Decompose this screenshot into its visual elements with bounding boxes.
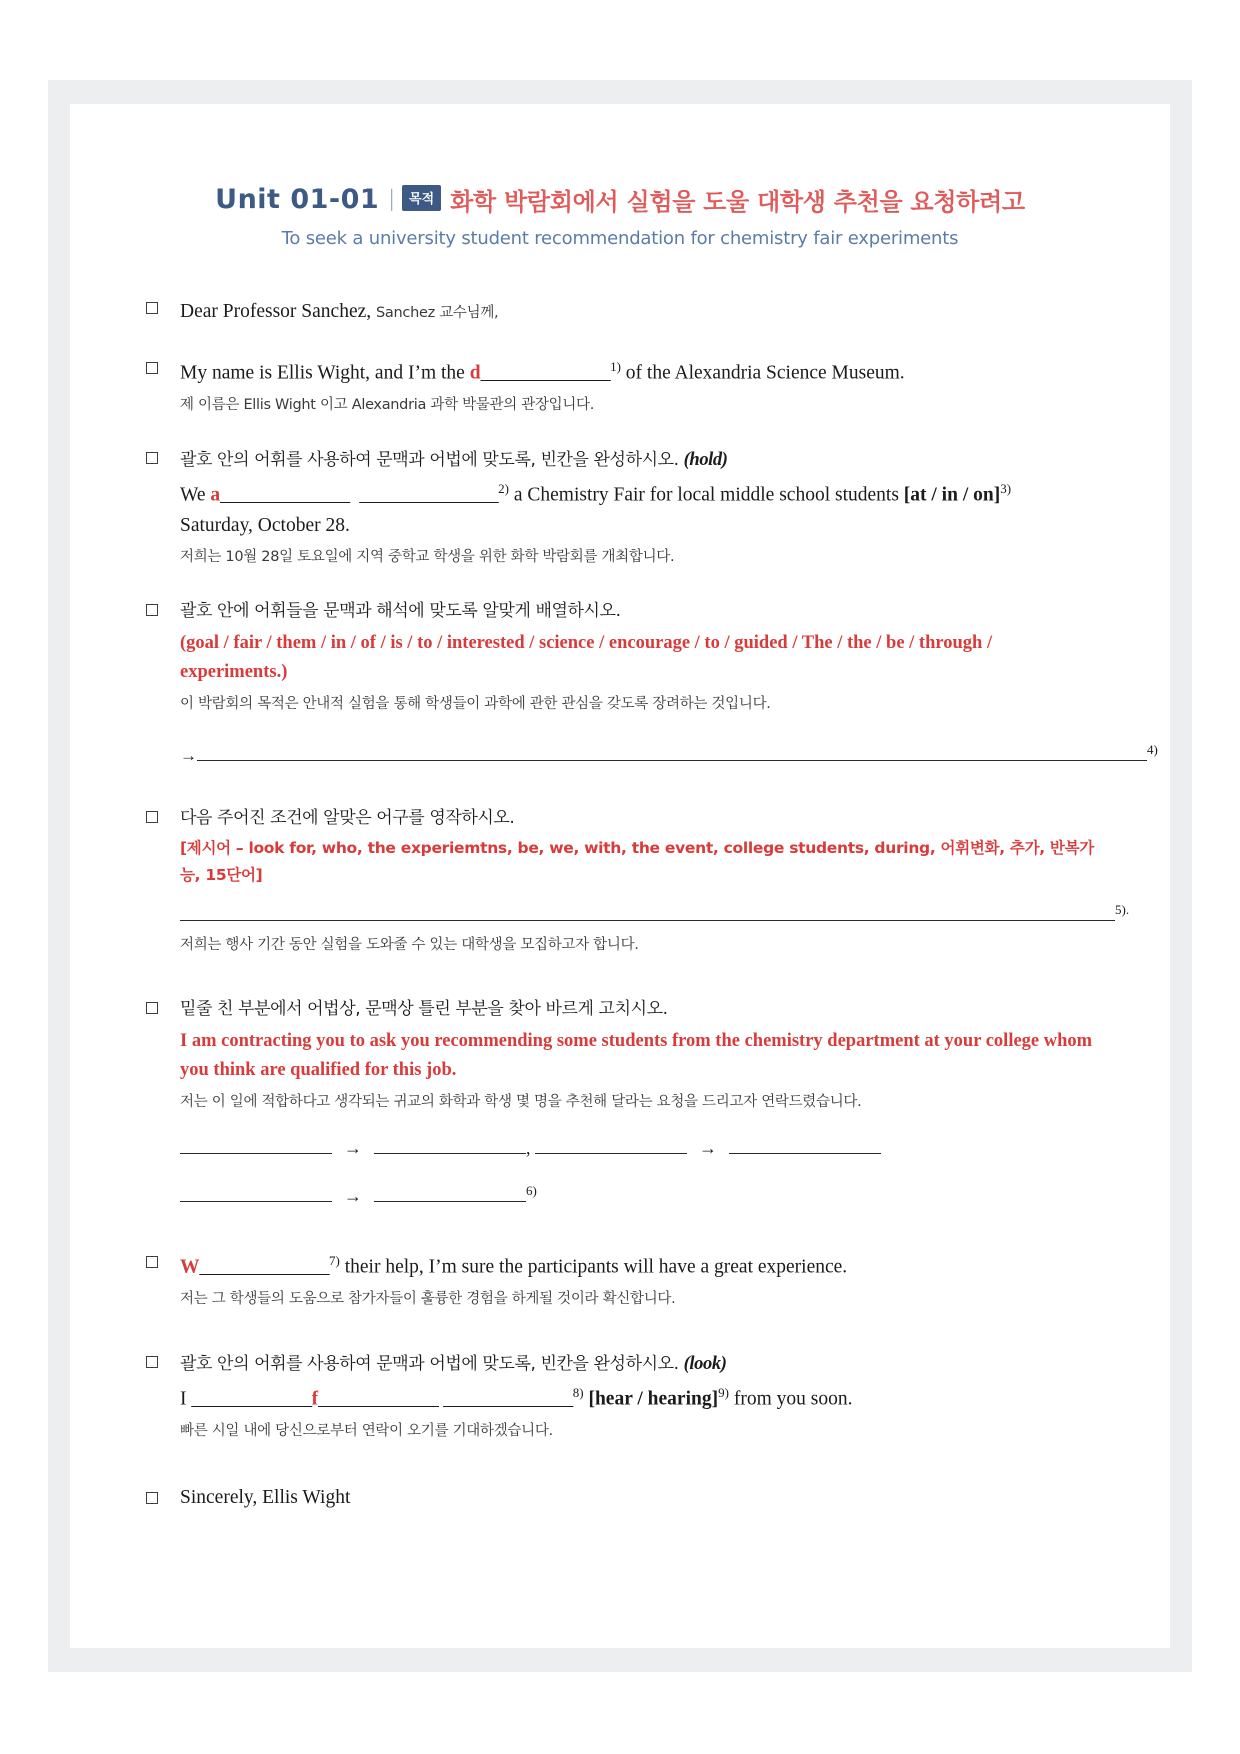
page-title bbox=[142, 182, 1098, 217]
item-english: Dear Professor Sanchez, bbox=[180, 301, 372, 322]
list-item bbox=[142, 1487, 1098, 1509]
correction-blank[interactable] bbox=[374, 1138, 526, 1154]
arrow-icon: → bbox=[344, 1186, 362, 1207]
hint-word: (look) bbox=[683, 1354, 727, 1375]
question-list bbox=[142, 297, 1158, 1509]
blank-rule[interactable]: ______________ bbox=[199, 1256, 329, 1278]
list-item bbox=[142, 447, 1098, 569]
title-separator: | bbox=[389, 186, 395, 212]
correction-blank[interactable] bbox=[180, 1138, 332, 1154]
blank-letter: f bbox=[311, 1388, 319, 1410]
footnote-marker: 7) bbox=[329, 1253, 340, 1269]
footnote-marker: 3) bbox=[1000, 480, 1012, 496]
blank-rule[interactable]: ______________ bbox=[443, 1388, 573, 1410]
footnote-marker: 2) bbox=[498, 480, 509, 496]
blank-letter: a bbox=[210, 484, 221, 506]
item-english-part2: of the Alexandria Science Museum. bbox=[620, 362, 905, 384]
list-item bbox=[142, 997, 1098, 1207]
blank-letter: W bbox=[180, 1256, 200, 1278]
arrow-icon: → bbox=[699, 1138, 717, 1159]
list-item bbox=[142, 297, 1098, 327]
item-english-part1: We bbox=[180, 484, 211, 506]
instruction-text: 괄호 안의 어휘를 사용하여 문맥과 어법에 맞도록, 빈칸을 완성하시오. bbox=[180, 450, 679, 471]
footnote-marker: 4) bbox=[1147, 741, 1158, 757]
list-item bbox=[142, 1351, 1098, 1443]
worksheet-page bbox=[70, 104, 1170, 1648]
blank-letter: d bbox=[469, 362, 481, 384]
blank-rule[interactable]: ______________ bbox=[480, 362, 611, 384]
item-korean: Sanchez 교수님께, bbox=[376, 305, 499, 321]
correction-blank[interactable] bbox=[374, 1186, 526, 1202]
answer-blank[interactable] bbox=[180, 905, 1115, 921]
correction-row[interactable] bbox=[180, 1183, 1098, 1207]
footnote-marker: 9) bbox=[718, 1384, 729, 1400]
answer-blank[interactable] bbox=[197, 745, 1147, 761]
instruction-text: 밑줄 친 부분에서 어법상, 문맥상 틀린 부분을 찾아 바르게 고치시오. bbox=[180, 999, 668, 1020]
footnote-marker: 6) bbox=[526, 1183, 537, 1199]
checkbox-icon[interactable] bbox=[146, 1256, 158, 1268]
choice-options[interactable]: [at / in / on] bbox=[903, 484, 1001, 506]
item-korean: 이 박람회의 목적은 안내적 실험을 통해 학생들이 과학에 관한 관심을 갖도록 장려하는 것입니다. bbox=[180, 695, 771, 712]
item-english-part2: a Chemistry Fair for local middle school students bbox=[508, 484, 904, 506]
item-korean: 저는 그 학생들의 도움으로 참가자들이 훌륭한 경험을 하게될 것이라 확신합니다. bbox=[180, 1290, 676, 1307]
footnote-marker: 1) bbox=[610, 359, 621, 375]
item-korean: 제 이름은 Ellis Wight 이고 Alexandria 과학 박물관의 관장입니다. bbox=[180, 396, 595, 413]
correction-blank[interactable] bbox=[729, 1138, 881, 1154]
subtitle-english: To seek a university student recommendation for chemistry fair experiments bbox=[281, 228, 959, 249]
arrow-icon: → bbox=[344, 1138, 362, 1159]
blank-rule[interactable]: ______________ bbox=[220, 484, 350, 506]
title-korean: 화학 박람회에서 실험을 도울 대학생 추천을 요청하려고 bbox=[450, 188, 1025, 216]
instruction-text: 괄호 안의 어휘를 사용하여 문맥과 어법에 맞도록, 빈칸을 완성하시오. bbox=[180, 1354, 679, 1375]
list-item bbox=[142, 599, 1158, 766]
item-english-part1: I bbox=[180, 1388, 192, 1410]
checkbox-icon[interactable] bbox=[146, 1002, 158, 1014]
hint-word: (hold) bbox=[683, 450, 728, 471]
item-korean: 저는 이 일에 적합하다고 생각되는 귀교의 화학과 학생 몇 명을 추천해 달라는 요청을 드리고자 연락드렸습니다. bbox=[180, 1093, 862, 1110]
list-item bbox=[142, 357, 1098, 417]
given-words: [제시어 – look for, who, the experiemtns, be, we, with, the event, college students, during, 어휘변화, 추가, 반복가능, 15단어] bbox=[180, 839, 1094, 884]
correction-blank[interactable] bbox=[535, 1138, 687, 1154]
checkbox-icon[interactable] bbox=[146, 1356, 158, 1368]
item-english: their help, I’m sure the participants will have a great experience. bbox=[339, 1256, 848, 1278]
checkbox-icon[interactable] bbox=[146, 604, 158, 616]
item-english: Sincerely, Ellis Wight bbox=[180, 1486, 351, 1508]
checkbox-icon[interactable] bbox=[146, 362, 158, 374]
item-english-part2: from you soon. bbox=[728, 1388, 853, 1410]
checkbox-icon[interactable] bbox=[146, 1492, 158, 1504]
answer-line[interactable] bbox=[180, 741, 1158, 766]
item-korean: 저희는 10월 28일 토요일에 지역 중학교 학생을 위한 화학 박람회를 개최합니다. bbox=[180, 548, 675, 565]
target-sentence: I am contracting you to ask you recommending some students from the chemistry department at your college whom you think are qualified for this job. bbox=[180, 1030, 1093, 1081]
checkbox-icon[interactable] bbox=[146, 302, 158, 314]
item-english-part3: Saturday, October 28. bbox=[180, 514, 350, 536]
answer-line[interactable] bbox=[180, 902, 1130, 926]
unit-number: Unit 01-01 bbox=[215, 184, 380, 215]
list-item bbox=[142, 806, 1130, 957]
checkbox-icon[interactable] bbox=[146, 452, 158, 464]
list-item bbox=[142, 1251, 1098, 1311]
worksheet-page-border bbox=[48, 80, 1192, 1672]
item-korean: 저희는 행사 기간 동안 실험을 도와줄 수 있는 대학생을 모집하고자 합니다. bbox=[180, 937, 639, 954]
blank-rule[interactable]: _______________ bbox=[359, 484, 499, 506]
footnote-marker: 5). bbox=[1115, 902, 1130, 918]
word-bank: (goal / fair / them / in / of / is / to / interested / science / encourage / to / guided / The / the / be / through / experiments.) bbox=[180, 632, 993, 683]
worksheet-content bbox=[70, 104, 1170, 1535]
correction-row[interactable] bbox=[180, 1138, 1098, 1159]
item-english-part1: My name is Ellis Wight, and I’m the bbox=[180, 362, 470, 384]
item-korean: 빠른 시일 내에 당신으로부터 연락이 오기를 기대하겠습니다. bbox=[180, 1422, 553, 1439]
correction-blank[interactable] bbox=[180, 1186, 332, 1202]
comma: , bbox=[526, 1138, 531, 1159]
instruction-text: 다음 주어진 조건에 알맞은 어구를 영작하시오. bbox=[180, 807, 515, 828]
purpose-badge: 목적 bbox=[402, 185, 441, 211]
arrow-icon: → bbox=[180, 745, 197, 765]
choice-options[interactable]: [hear / hearing] bbox=[588, 1388, 719, 1410]
footnote-marker: 8) bbox=[572, 1384, 584, 1400]
instruction-text: 괄호 안에 어휘들을 문맥과 해석에 맞도록 알맞게 배열하시오. bbox=[180, 601, 621, 621]
blank-rule[interactable]: _____________ bbox=[318, 1388, 439, 1410]
blank-rule[interactable]: _____________ bbox=[191, 1388, 312, 1410]
checkbox-icon[interactable] bbox=[146, 811, 158, 823]
